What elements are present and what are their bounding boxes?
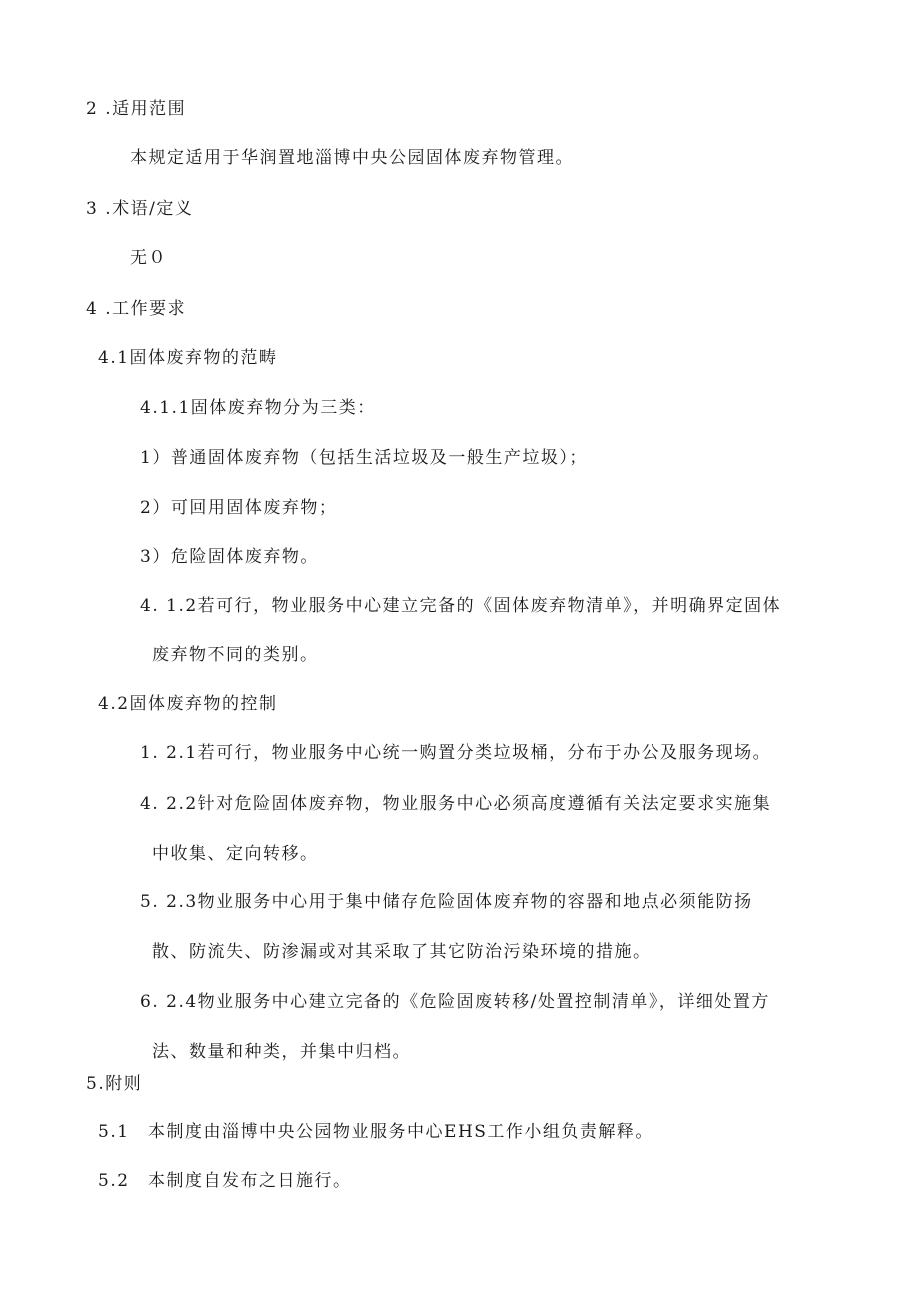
section-4-heading: 4 .工作要求 [86,299,187,319]
list-item: 2）可回用固体废弃物； [140,498,338,518]
section-3-heading: 3 .术语/定义 [86,199,194,219]
item-4-1-1: 4.1.1固体废弃物分为三类： [140,398,376,418]
item-4-2-4-line2: 法、数量和种类，并集中归档。 [152,1042,411,1062]
list-item: 3）危险固体废弃物。 [140,547,319,567]
item-4-2-3-line1: 5. 2.3物业服务中心用于集中储存危险固体废弃物的容器和地点必须能防扬 [140,892,753,912]
section-4-1-heading: 4.1固体废弃物的范畴 [98,348,278,368]
item-4-2-2-line2: 中收集、定向转移。 [152,844,319,864]
item-4-2-3-line2: 散、防流失、防渗漏或对其采取了其它防治污染环境的措施。 [152,942,652,962]
section-5-heading: 5.附则 [86,1074,143,1094]
item-5-2: 5.2 本制度自发布之日施行。 [98,1171,352,1191]
item-4-2-1: 1. 2.1若可行，物业服务中心统一购置分类垃圾桶，分布于办公及服务现场。 [140,743,772,763]
item-5-1: 5.1 本制度由淄博中央公园物业服务中心EHS工作小组负责解释。 [98,1122,654,1142]
section-3-body: 无０ [130,248,167,268]
item-4-1-2-line2: 废弃物不同的类别。 [152,645,319,665]
item-4-2-2-line1: 4. 2.2针对危险固体废弃物，物业服务中心必须高度遵循有关法定要求实施集 [140,794,772,814]
list-item: 1）普通固体废弃物（包括生活垃圾及一般生产垃圾）； [140,448,588,468]
item-4-1-2-line1: 4. 1.2若可行，物业服务中心建立完备的《固体废弃物清单》，并明确界定固体 [140,596,782,616]
item-4-2-4-line1: 6. 2.4物业服务中心建立完备的《危险固废转移/处置控制清单》，详细处置方 [140,992,770,1012]
section-4-2-heading: 4.2固体废弃物的控制 [98,694,278,714]
section-2-body: 本规定适用于华润置地淄博中央公园固体废弃物管理。 [130,148,574,168]
section-2-heading: 2 .适用范围 [86,99,187,119]
